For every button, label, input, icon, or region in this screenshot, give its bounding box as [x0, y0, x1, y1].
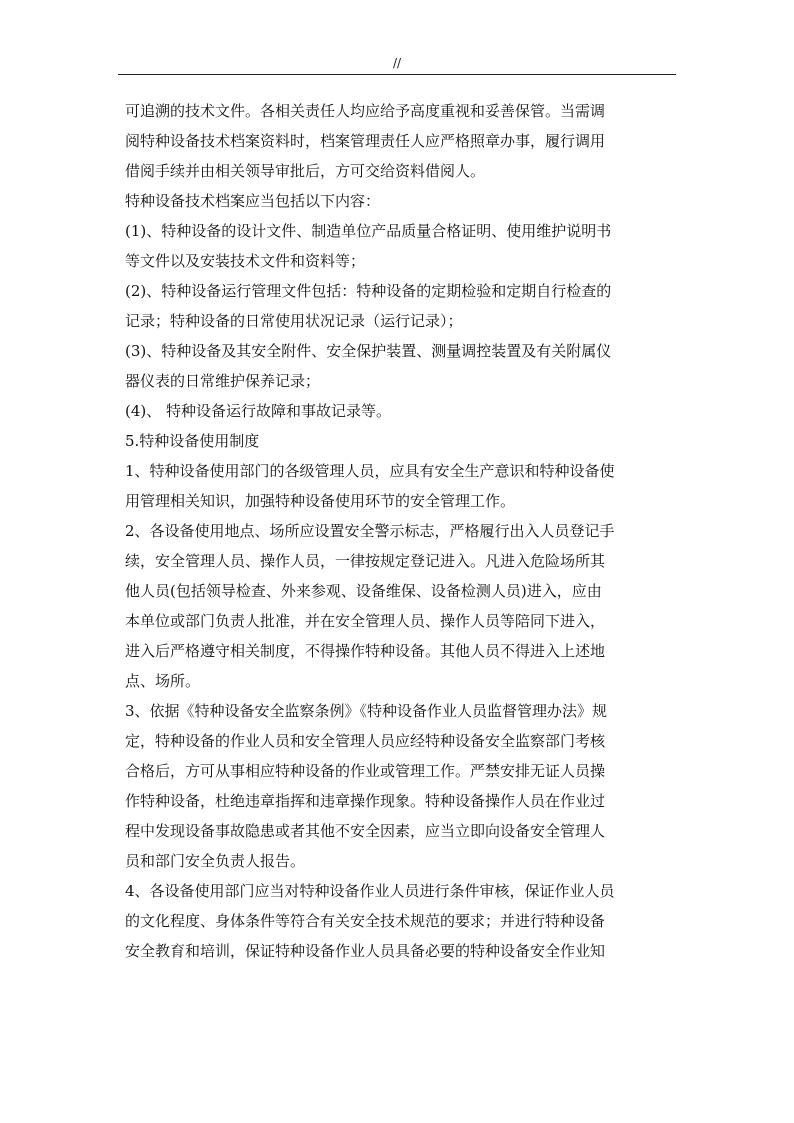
text-line: 借阅手续并由相关领导审批后，方可交给资料借阅人。	[125, 162, 486, 180]
text-line: 员和部门安全负责人报告。	[125, 852, 306, 870]
header-mark: //	[392, 56, 402, 70]
text-line: 用管理相关知识，加强特种设备使用环节的安全管理工作。	[125, 492, 516, 510]
text-line: 他人员(包括领导检查、外来参观、设备维保、设备检测人员)进入，应由	[125, 582, 602, 600]
text-line: 器仪表的日常维护保养记录；	[125, 372, 321, 390]
text-line: 进入后严格遵守相关制度，不得操作特种设备。其他人员不得进入上述地	[125, 642, 606, 660]
list-item: (3)、特种设备及其安全附件、安全保护装置、测量调控装置及有关附属仪	[125, 342, 612, 360]
page-header	[118, 58, 676, 75]
text-line: 可追溯的技术文件。各相关责任人均应给予高度重视和妥善保管。当需调	[125, 102, 606, 120]
text-line: 定，特种设备的作业人员和安全管理人员应经特种设备安全监察部门考核	[125, 732, 606, 750]
list-item: (1)、特种设备的设计文件、制造单位产品质量合格证明、使用维护说明书	[125, 222, 612, 240]
text-line: 点、场所。	[125, 672, 201, 690]
section-intro: 特种设备技术档案应当包括以下内容：	[125, 192, 381, 210]
document-body	[125, 96, 680, 966]
text-line: 程中发现设备事故隐患或者其他不安全因素，应当立即向设备安全管理人	[125, 822, 606, 840]
text-line: 本单位或部门负责人批准，并在安全管理人员、操作人员等陪同下进入，	[125, 612, 606, 630]
text-line: 续，安全管理人员、操作人员，一律按规定登记进入。凡进入危险场所其	[125, 552, 606, 570]
list-item: 2、各设备使用地点、场所应设置安全警示标志，严格履行出入人员登记手	[125, 522, 615, 540]
text-line: 作特种设备，杜绝违章指挥和违章操作现象。特种设备操作人员在作业过	[125, 792, 606, 810]
text-line: 记录；特种设备的日常使用状况记录（运行记录）；	[125, 312, 463, 330]
list-item: (4)、 特种设备运行故障和事故记录等。	[125, 402, 392, 420]
text-line: 合格后，方可从事相应特种设备的作业或管理工作。严禁安排无证人员操	[125, 762, 606, 780]
section-heading: 5.特种设备使用制度	[125, 432, 260, 450]
text-line: 阅特种设备技术档案资料时，档案管理责任人应严格照章办事，履行调用	[125, 132, 606, 150]
text-line: 安全教育和培训，保证特种设备作业人员具备必要的特种设备安全作业知	[125, 942, 606, 960]
list-item: 4、各设备使用部门应当对特种设备作业人员进行条件审核，保证作业人员	[125, 882, 615, 900]
list-item: 1、特种设备使用部门的各级管理人员，应具有安全生产意识和特种设备使	[125, 462, 615, 480]
text-line: 等文件以及安装技术文件和资料等；	[125, 252, 366, 270]
text-line: 的文化程度、身体条件等符合有关安全技术规范的要求；并进行特种设备	[125, 912, 606, 930]
list-item: 3、依据《特种设备安全监察条例》《特种设备作业人员监督管理办法》规	[125, 702, 608, 720]
list-item: (2)、特种设备运行管理文件包括：特种设备的定期检验和定期自行检查的	[125, 282, 612, 300]
